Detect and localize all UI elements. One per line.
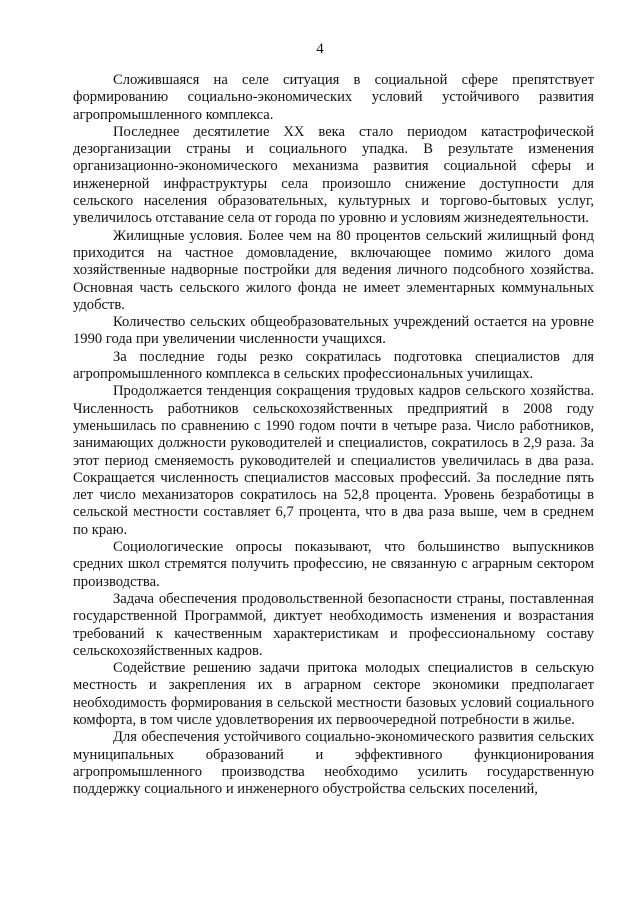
page-number: 4 — [316, 41, 324, 57]
paragraph-labor-decline: Продолжается тенденция сокращения трудовых кадров сельского хозяйства. Численность работников сельскохозяйственных предприятий в 2008 году уменьшилась по сравнению с 1990 годом почти в четыре раза. Число работников, занимающих должности руководителей и специалистов, сократилось в 2,9 раза. За этот период сменяемость руководителей и специалистов увеличилась в два раза. Сокращается численность специалистов массовых профессий. За последние пять лет число механизаторов сократилось на 52,8 процента. Уровень безработицы в сельской местности составляет 6,7 процента, что в два раза выше, чем в среднем по краю. — [73, 383, 594, 538]
paragraph-housing: Жилищные условия. Более чем на 80 процентов сельский жилищный фонд приходится на частное домовладение, включающее помимо жилого дома хозяйственные надворные постройки для ведения личного подсобного хозяйства. Основная часть сельского жилого фонда не имеет элементарных коммунальных удобств. — [73, 227, 594, 313]
document-body — [73, 72, 594, 798]
paragraph-surveys: Социологические опросы показывают, что большинство выпускников средних школ стремятся получить профессию, не связанную с аграрным сектором производства. — [73, 539, 594, 590]
paragraph-state-support: Для обеспечения устойчивого социально-экономического развития сельских муниципальных образований и эффективного функционирования агропромышленного производства необходимо усилить государственную поддержку социального и инженерного обустройства сельских поселений, — [73, 729, 594, 798]
paragraph-young-specialists: Содействие решению задачи притока молодых специалистов в сельскую местность и закрепления их в аграрном секторе экономики предполагает необходимость формирования в сельской местности базовых условий социального комфорта, в том числе удовлетворения их первоочередной потребности в жилье. — [73, 660, 594, 728]
paragraph-food-security: Задача обеспечения продовольственной безопасности страны, поставленная государственной Программой, диктует необходимость изменения и возрастания требований к качественным характеристикам и профессиональному составу сельскохозяйственных кадров. — [73, 590, 594, 659]
paragraph-social-sphere: Сложившаяся на селе ситуация в социальной сфере препятствует формированию социально-экономических условий устойчивого развития агропромышленного комплекса. — [73, 72, 594, 123]
paragraph-schools: Количество сельских общеобразовательных учреждений остается на уровне 1990 года при увеличении численности учащихся. — [73, 314, 594, 348]
paragraph-training: За последние годы резко сократилась подготовка специалистов для агропромышленного комплекса в сельских профессиональных училищах. — [73, 348, 594, 383]
paragraph-last-decade: Последнее десятилетие ХХ века стало периодом катастрофической дезорганизации страны и социального упадка. В результате изменения организационно-экономического механизма развития социальной сферы и инженерной инфраструктуры села произошло снижение доступности для сельского населения образовательных, культурных и торгово-бытовых услуг, увеличилось отставание села от города по уровню и условиям жизнедеятельности. — [73, 123, 594, 227]
